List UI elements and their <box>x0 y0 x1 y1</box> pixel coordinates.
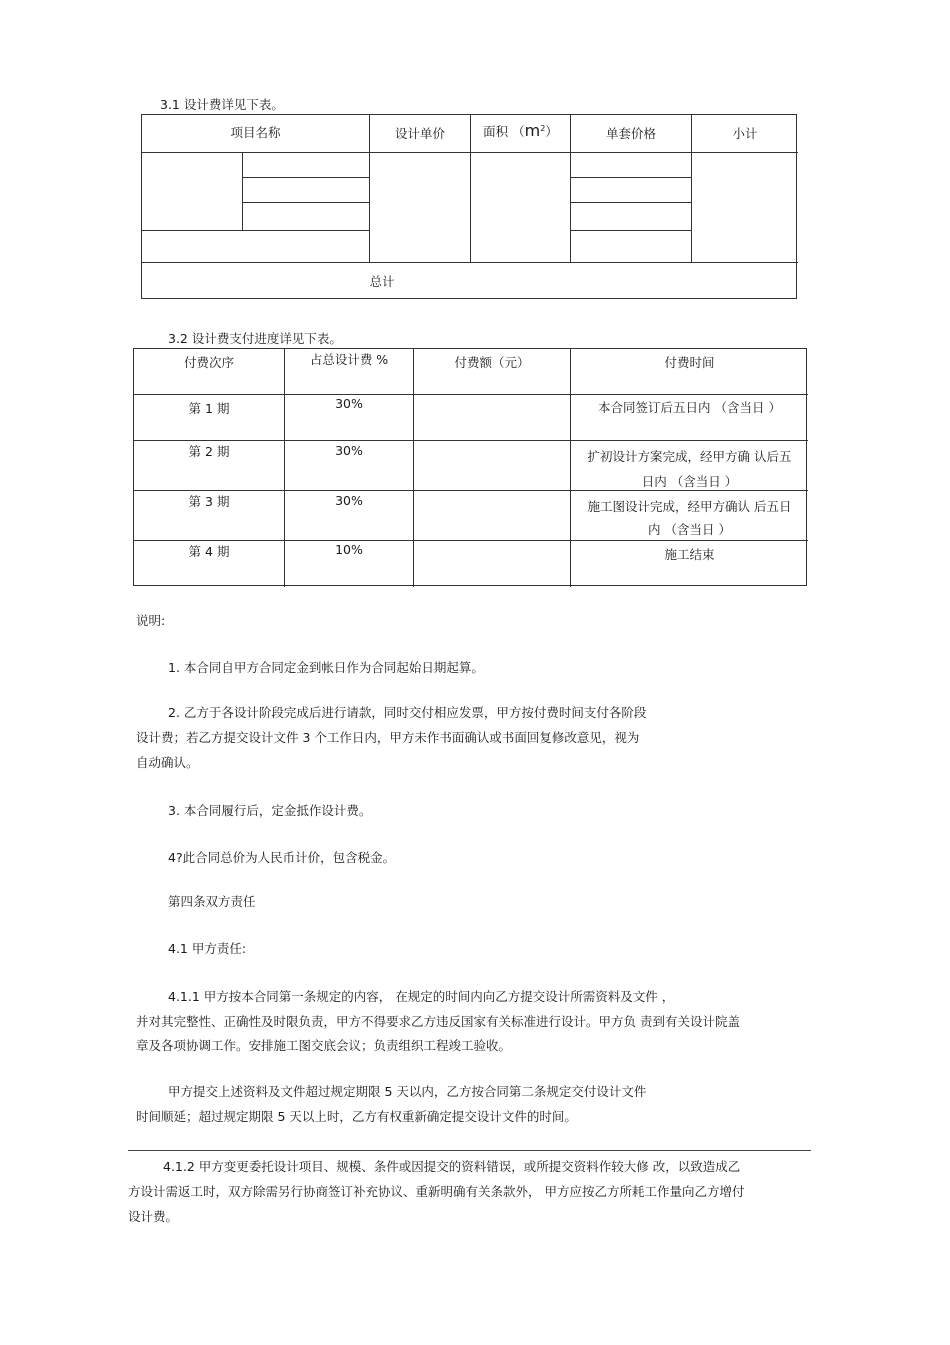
header-unit-price: 设计单价 <box>394 126 445 141</box>
row-3-percent: 30% <box>335 493 363 508</box>
header-area-prefix: 面积 （ <box>483 124 525 139</box>
row-2-time-line-1: 扩初设计方案完成，经甲方确 认后五 <box>587 449 792 464</box>
note-2-line-2: 设计费；若乙方提交设计文件 3 个工作日内，甲方未作书面确认或书面回复修改意见，视为 <box>136 730 640 745</box>
header-area <box>471 121 570 140</box>
clause-4-1-2-line-2: 方设计需返工时，双方除需另行协商签订补充协议、重新明确有关条款外， 甲方应按乙方所耗工作量向乙方增付 <box>128 1184 745 1199</box>
row-2-percent: 30% <box>335 443 363 458</box>
table-rule <box>134 440 808 441</box>
header-subtotal: 小计 <box>732 126 758 141</box>
table-rule <box>134 490 808 491</box>
table-rule <box>134 540 808 541</box>
table-rule <box>242 202 369 203</box>
note-4: 4?此合同总价为人民币计价，包含税金。 <box>168 850 396 865</box>
table-rule <box>570 230 691 231</box>
header-percent: 占总设计费 % <box>309 352 389 367</box>
table-rule <box>242 152 243 230</box>
row-3-time-line-1: 施工图设计完成，经甲方确认 后五日 <box>587 499 792 514</box>
note-3: 3. 本合同履行后，定金抵作设计费。 <box>168 803 372 818</box>
table-rule <box>570 202 691 203</box>
clause-4-1-1-line-1: 4.1.1 甲方按本合同第一条规定的内容， 在规定的时间内向乙方提交设计所需资料及文件 ， <box>168 989 675 1004</box>
row-2-time-line-2: 日内 （含当日 ） <box>641 474 738 489</box>
clause-4-1-1-line-2: 并对其完整性、正确性及时限负责，甲方不得要求乙方违反国家有关标准进行设计。甲方负 责到有关设计院盖 <box>136 1014 740 1029</box>
header-area-suffix: ） <box>545 124 558 139</box>
table-rule <box>413 349 414 587</box>
row-3-order: 第 3 期 <box>188 494 230 509</box>
late-delivery-line-1: 甲方提交上述资料及文件超过规定期限 5 天以内，乙方按合同第二条规定交付设计文件 <box>168 1084 647 1099</box>
table-rule <box>134 394 808 395</box>
header-set-price: 单套价格 <box>605 126 656 141</box>
row-4-percent: 10% <box>335 542 363 557</box>
row-4-order: 第 4 期 <box>188 544 230 559</box>
header-area-sup: 2 <box>540 123 546 133</box>
clause-4-1-2-line-1: 4.1.2 甲方变更委托设计项目、规模、条件或因提交的资料错误，或所提交资料作较大修 改，以致造成乙 <box>163 1159 741 1174</box>
row-1-order: 第 1 期 <box>188 401 230 416</box>
section-3-2-heading: 3.2 设计费支付进度详见下表。 <box>168 331 342 346</box>
header-time: 付费时间 <box>664 355 715 370</box>
row-2-order: 第 2 期 <box>188 444 230 459</box>
payment-schedule-table <box>133 348 807 586</box>
note-2-line-1: 2. 乙方于各设计阶段完成后进行请款，同时交付相应发票，甲方按付费时间支付各阶段 <box>168 705 647 720</box>
clause-4-1-2-line-3: 设计费。 <box>128 1209 179 1224</box>
row-4-time: 施工结束 <box>664 547 715 562</box>
table-rule <box>142 230 369 231</box>
section-3-1-heading: 3.1 设计费详见下表。 <box>160 97 284 112</box>
article-4-title: 第四条双方责任 <box>168 894 256 909</box>
clause-4-1-1-line-3: 章及各项协调工作。安排施工图交底会议；负责组织工程竣工验收。 <box>136 1038 512 1053</box>
total-label: 总计 <box>369 274 395 289</box>
design-fee-table <box>141 114 797 299</box>
row-1-time: 本合同签订后五日内 （含当日 ） <box>598 400 781 415</box>
note-1: 1. 本合同自甲方合同定金到帐日作为合同起始日期起算。 <box>168 660 484 675</box>
notes-title: 说明: <box>136 613 166 628</box>
note-2-line-3: 自动确认。 <box>136 755 199 770</box>
late-delivery-line-2: 时间顺延；超过规定期限 5 天以上时，乙方有权重新确定提交设计文件的时间。 <box>136 1109 577 1124</box>
table-rule <box>142 262 798 263</box>
row-1-percent: 30% <box>335 396 363 411</box>
table-rule <box>570 177 691 178</box>
header-area-unit: m <box>524 121 541 140</box>
table-rule <box>242 177 369 178</box>
header-project-name: 项目名称 <box>230 125 281 140</box>
row-3-time-line-2: 内 （含当日 ） <box>648 522 731 537</box>
section-divider <box>128 1150 811 1151</box>
section-4-1: 4.1 甲方责任: <box>168 941 247 956</box>
header-order: 付费次序 <box>183 355 234 370</box>
header-amount: 付费额（元） <box>454 355 530 370</box>
